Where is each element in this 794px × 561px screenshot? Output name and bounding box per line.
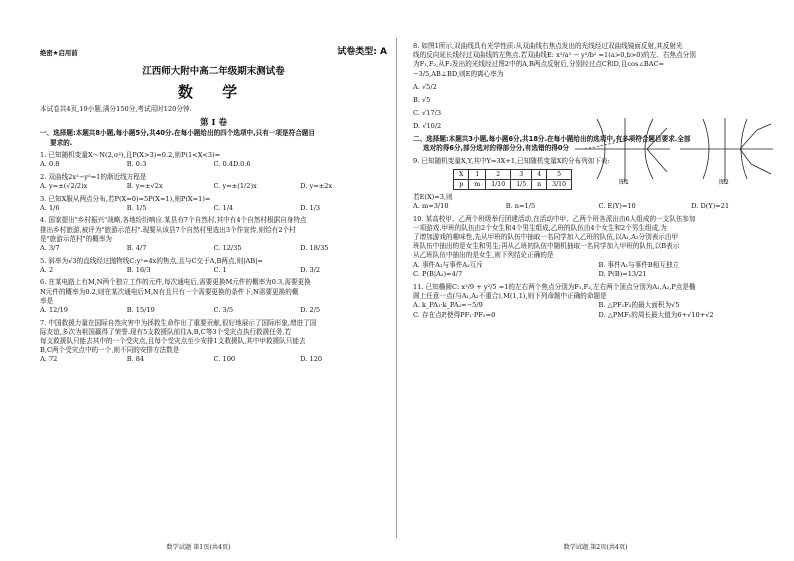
hyperbola-figures	[575, 116, 775, 190]
question-11-line: 圆上任意一点(与A₁,A₂不重合),M(1,1),则下列命题中正确的命题是	[413, 292, 607, 301]
option: B. △PF₁F₂的最大面积为√5	[598, 301, 680, 310]
table-cell: 1/5	[511, 179, 532, 189]
option: A. 72	[40, 355, 58, 364]
table-cell: m	[469, 179, 486, 189]
table-cell: 3/10	[547, 179, 572, 189]
option	[300, 160, 387, 170]
question-10-line: 一项游戏.甲班的队伍由2个女生和4个男生组成,乙班的队伍由4个女生和2个男生组成,为	[413, 223, 667, 232]
page-footer: 数学试题 第1页(共4页)	[166, 544, 231, 551]
section2-heading-cont: 选对的得6分,部分选对的得部分分,有选错的得0分	[423, 144, 570, 153]
option: C. 1	[213, 265, 227, 274]
option: D. △PMF₁的周长最大值为6+√10+√2	[598, 310, 714, 319]
option: A. y=±(√2/2)x	[40, 182, 88, 191]
option: D. P(B)=13/21	[598, 270, 647, 279]
question-7-line: B,C两个受灾点中的一个,则不同的安排方法数是	[40, 346, 180, 355]
fig1-label: 图1	[619, 179, 629, 186]
table-row	[454, 169, 572, 179]
question-4-line: 推出乡村旅游,被评为"旅游示范村".现要从该县7个自然村里选出3个作宣传,则恰有2个村	[40, 225, 296, 234]
q6-options	[40, 306, 387, 316]
option: A. 0.8	[40, 160, 60, 169]
option: B. 16/3	[126, 265, 151, 274]
option: B. 1/5	[126, 203, 147, 212]
q10-options-row2	[413, 270, 784, 280]
q11-options-row1	[413, 301, 784, 311]
table-cell: 5	[547, 169, 572, 179]
option: D. 120	[300, 355, 323, 364]
school-title: 江西师大附中高二年级期末测试卷	[142, 66, 285, 77]
question-7-line: 际友谊,多次为祖国赢得了荣誉.现有5支救援队前往A,B,C等3个受灾点执行救援任务,若	[40, 327, 292, 336]
table-cell: 3	[511, 169, 532, 179]
option: C. E(Y)=10	[598, 202, 636, 211]
q7-options	[40, 355, 387, 365]
question-3: 3. 已知X服从两点分布,若P(X=0)=5P(X=1),则P(X=1)=	[40, 194, 211, 203]
table-cell: 1/10	[486, 179, 511, 189]
option: A. √5/2	[413, 82, 437, 91]
paper-type: 试卷类型: A	[337, 47, 387, 57]
option: B. √5	[413, 95, 431, 104]
question-10-line: 从乙班队伍中抽出的是女生,则下列结论正确的是	[413, 251, 554, 260]
table-cell: 4	[532, 169, 547, 179]
question-7-line: 每支救援队只能去其中的一个受灾点,且每个受灾点至少安排1支救援队,其中甲救援队只能去	[40, 337, 306, 346]
question-10-line: 班队伍中抽出的是女生和男生;再从乙班的队伍中随机抽取一名同学加入甲班的队伍,以B表示	[413, 242, 680, 251]
section2-heading: 二、选择题:本题共3小题,每小题6分,共18分.在每小题给出的选项中,有多项符合题目要求.全部	[413, 134, 691, 143]
question-8-line: 为F₁,F₂,从F₂发出的光线经过图2中的A,B两点反射后,分别经过点C和D,且cos∠BAC=	[413, 60, 665, 69]
option: A. 12/19	[40, 306, 68, 315]
question-4-line: 是"旅游示范村"的概率为	[40, 234, 113, 243]
question-7: 7. 中国救援力量在国际自然灾害中为拯救生命作出了重要贡献,很好地展示了国际形象,增进了国	[40, 318, 317, 327]
q3-options	[40, 204, 387, 214]
option: C. 1/4	[213, 203, 234, 212]
table-row	[454, 179, 572, 189]
option: B. 事件A₁与事件B相互独立	[598, 260, 680, 269]
question-1: 1. 已知随机变量X～N(2,σ²),且P(X>3)=0.2,则P(1<X<3)=	[40, 151, 221, 160]
option: C. 3/5	[213, 306, 234, 315]
option: C. √17/3	[413, 108, 442, 117]
question-2: 2. 双曲线2x²−y²=1的渐近线方程是	[40, 172, 147, 181]
question-11: 11. 已知椭圆C: x²/9 + y²/5 =1的左右两个焦点分别为F₁,F₂,左右两个顶点分别为A₁,A₂,P点是椭	[413, 282, 696, 291]
question-6-line: 率是	[40, 296, 54, 305]
option: A. 事件A₁与事件A₂互斥	[413, 260, 483, 269]
page-footer: 数学试题 第2页(共4页)	[563, 544, 628, 551]
q5-options	[40, 266, 387, 276]
option: D. 1/3	[300, 203, 321, 212]
option: B. 4/7	[126, 244, 147, 253]
option: A. 3/7	[40, 244, 60, 253]
question-8-line: 线的反向延长线经过双曲线的左焦点.若双曲线E: x²/a² − y²/b² =1(a>0,b>0)的左、右焦点分别	[413, 51, 696, 60]
option: C. 0.4D.0.6	[213, 160, 251, 169]
option: B. y=±√2x	[126, 182, 163, 191]
option: A. k_PA₁·k_PA₂=−5/9	[413, 301, 483, 310]
question-10-line: 了增加游戏的趣味性,先从甲班的队伍中抽取一名同学加入乙班的队伍,以A₁,A₂分别表示由甲	[413, 233, 679, 242]
exam-info: 本试卷共4页,19小题,满分150分,考试用时120分钟.	[40, 105, 192, 113]
volume-title: 第 Ⅰ 卷	[200, 118, 227, 129]
question-6-line: N元件的概率为0.2,则在某次通电后M,N有且只有一个需要更换的条件下,N需要更换的概	[40, 287, 299, 296]
table-cell: 1	[469, 169, 486, 179]
q2-options	[40, 182, 387, 192]
section1-heading: 一、选择题:本题共8小题,每小题5分,共40分.在每小题给出的四个选项中,只有一项是符合题目	[40, 129, 315, 138]
option: D. √10/2	[413, 121, 442, 130]
hyperbola-diagram	[575, 116, 775, 186]
header-row	[40, 44, 387, 57]
question-6: 6. 在某电路上有M,N两个独立工作的元件,每次通电后,需要更换M元件的概率为0.3,需要更换	[40, 278, 311, 287]
table-cell: p	[454, 179, 469, 189]
page-2	[397, 0, 794, 561]
section1-heading-cont: 要求的.	[50, 138, 73, 147]
table-cell: n	[532, 179, 547, 189]
fig2-label: 图2	[719, 179, 729, 186]
option: B. 15/19	[126, 306, 155, 315]
question-5: 5. 斜率为√3的直线经过抛物线C:y²=4x的焦点,且与C交于A,B两点,则|AB|=	[40, 256, 263, 265]
table-cell: X	[454, 169, 469, 179]
question-9: 9. 已知随机变量X,Y,其中Y=3X+1,已知随机变量X的分布列如下表:	[413, 156, 610, 165]
option: D. y=±2x	[300, 182, 333, 191]
secret-label: 绝密★启用前	[40, 49, 78, 57]
q4-options	[40, 244, 387, 254]
option: B. n=1/5	[505, 202, 536, 211]
option: D. 3/2	[300, 265, 321, 274]
question-10: 10. 某高校甲、乙两个班级举行团建活动,在活动中甲、乙两个班各派出由6人组成的一支队伍参加	[413, 214, 696, 223]
question-8: 8. 如图1所示,双曲线具有光学性质:从双曲线右焦点发出的光线经过双曲线镜面反射,其反射光	[413, 42, 683, 50]
q9-options	[413, 202, 784, 212]
option: C. 存在点P,使得PF₁·PF₂=0	[413, 310, 496, 319]
q10-options-row1	[413, 261, 784, 271]
question-8-line: −3/5,AB⊥BD,则E的离心率为	[413, 69, 504, 78]
q1-options	[40, 160, 387, 170]
distribution-table	[453, 169, 572, 190]
option: C. 100	[213, 355, 236, 364]
option: C. 12/35	[213, 244, 242, 253]
option: A. m=3/10	[413, 202, 449, 211]
question-4: 4. 国家提出"乡村振兴"战略,各地纷纷响应.某县有7个自然村,其中有4个自然村根据自身特点	[40, 216, 307, 225]
option: D. 18/35	[300, 244, 329, 253]
table-cell: 2	[486, 169, 511, 179]
option: A. 1/6	[40, 203, 60, 212]
option: C. y=±(1/2)x	[213, 182, 257, 191]
option: D. 2/5	[300, 306, 321, 315]
subject-title: 数 学	[177, 83, 250, 101]
q11-options-row2	[413, 311, 784, 321]
option: D. D(Y)=21	[691, 202, 730, 211]
option: B. 84	[126, 355, 145, 364]
question-9-line: 若E(X)=3,则	[413, 192, 453, 201]
option: C. P(B|A₂)=4/7	[413, 270, 463, 279]
option: A. 2	[40, 265, 54, 274]
option: B. 0.3	[126, 160, 147, 169]
